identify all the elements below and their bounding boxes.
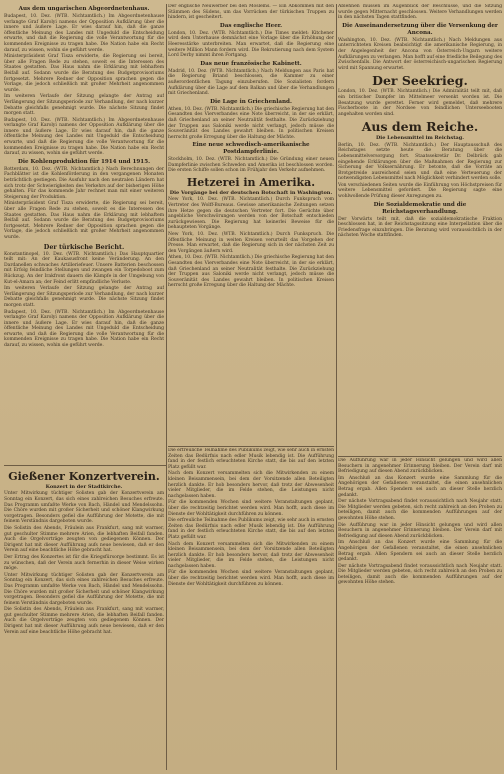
article-paragraph: Die Solistin des Abends, Fräulein aus Frankfurt, sang mit warmer, gut geschulter Stimme mehrere Arien, die lebhaften Beifall fanden. Auch die Orgelvorträge zeugten von gediegenem Können. Der Dirigent hat mit dieser Aufführung aufs neue bewiesen, daß er den Verein auf eine beachtliche Höhe gebracht hat. xyxy=(4,607,164,635)
article-heading: Die Kohlenproduktion für 1914 und 1915. xyxy=(17,158,151,165)
article-paragraph: Der nächste Vortragsabend findet voraussichtlich nach Neujahr statt. Die Mitglieder werden gebeten, sich recht zahlreich an den Proben zu beteiligen, damit auch die kommenden Aufführungen auf der gewohnten Höhe stehen. xyxy=(338,499,502,521)
article-paragraph: Die Aufführung war in jeder Hinsicht gelungen und wird allen Besuchern in angenehmer Erinnerung bleiben. Der Verein darf mit Befriedigung auf diesen Abend zurückblicken. xyxy=(338,458,502,475)
article-paragraph: Ministerpräsident Graf Tisza erwiderte, die Regierung sei bereit, über alle Fragen Rede zu stehen, soweit es die Interessen des Staates gestatten. Das Haus nahm die Erklärung mit lebhaftem Beifall auf. Sodann wurde die Beratung des Budgetprovisoriums fortgesetzt. Mehrere Redner der Opposition sprachen gegen die Vorlage, die jedoch schließlich mit großer Mehrheit angenommen wurde. xyxy=(4,201,164,240)
article-paragraph: Im Anschluß an das Konzert wurde eine Sammlung für die Angehörigen der Gefallenen veranstaltet, die einen ansehnlichen Betrag ergab. Allen Spendern sei auch an dieser Stelle herzlich gedankt. xyxy=(338,540,502,563)
article-paragraph: London, 10. Dez. (WTB. Nichtamtlich.) Die Times meldet: Kitchener wird dem Unterhause demnächst eine Vorlage über die Erhöhung der Heeresstärke unterbreiten. Man erwartet, daß die Regierung eine weitere Million Mann fordern wird. Die Rekrutierung nach dem System Lord Derby nimmt ihren Fortgang. xyxy=(168,30,334,59)
article-paragraph: Die Aufführung war in jeder Hinsicht gelungen und wird allen Besuchern in angenehmer Erinnerung bleiben. Der Verein darf mit Befriedigung auf diesen Abend zurückblicken. xyxy=(338,522,502,539)
article-heading-large: Aus dem Reiche. xyxy=(361,119,479,135)
article-paragraph: Der englische Neuwerber bei den Moslems. — Ein Abkommen mit den Stämmen des Südens, um das Vorrücken der türkischen Truppen zu hindern, ist gescheitert. xyxy=(168,4,334,21)
article-heading: Die Lage in Griechenland. xyxy=(210,98,292,105)
article-heading-large: Hetzerei in Amerika. xyxy=(186,176,316,190)
article-heading-large: Der Seekrieg. xyxy=(372,73,468,89)
article-subheading: Die Vorgänge bei der deutschen Botschaft in Washington. xyxy=(169,190,333,197)
article-paragraph: New York, 10. Dez. (WTB. Nichtamtlich.) Durch Funkspruch. Die öffentliche Meinung in weiten Kreisen verurteilt das Vorgehen der Presse. Man erwartet, daß die Regierung sich in der nächsten Zeit zu den Vorgängen äußern wird. xyxy=(168,232,334,254)
article-paragraph: Budapest, 10. Dez. (WTB. Nichtamtlich.) Im Abgeordnetenhause verlangte Graf Karolyi namens der Opposition Aufklärung über die innere und äußere Lage. Er wies darauf hin, daß die ganze öffentliche Meinung des Landes mit Ungeduld die Entscheidung erwarte, und daß die Regierung die volle Verantwortung für die kommenden Ereignisse zu tragen habe. Die Nation habe ein Recht darauf, zu wissen, wohin sie geführt werde. xyxy=(4,117,164,157)
article-paragraph: Die Solistin des Abends, Fräulein aus Frankfurt, sang mit warmer, gut geschulter Stimme mehrere Arien, die lebhaften Beifall fanden. Auch die Orgelvorträge zeugten von gediegenem Können. Der Dirigent hat mit dieser Aufführung aufs neue bewiesen, daß er den Verein auf eine beachtliche Höhe gebracht hat. xyxy=(4,525,164,554)
article-paragraph: London, 10. Dez. (WTB. Nichtamtlich.) Die Admiralität teilt mit, daß ein britischer Dampfer im Mittelmeer versenkt worden ist. Die Besatzung wurde gerettet. Ferner wird gemeldet, daß mehrere Fischerboote in der Nordsee von feindlichen Unterseebooten angehalten worden sind. xyxy=(338,89,502,117)
feuilleton-heading: Gießener Konzertverein. xyxy=(8,470,160,483)
column-rule-1 xyxy=(166,4,167,770)
article-heading: Der türkische Bericht. xyxy=(43,242,125,251)
article-paragraph: Nach dem Konzert versammelten sich die Mitwirkenden zu einem kleinen Beisammensein, bei dem der Vorsitzende allen Beteiligten herzlich dankte. Er hob besonders hervor, daß trotz der Abwesenheit vieler Mitglieder, die im Felde stehen, die Leistungen nicht nachgelassen haben. xyxy=(168,471,334,499)
article-paragraph: Berlin, 10. Dez. (WTB. Nichtamtlich.) Der Hauptausschuß des Reichstages setzte heute die Beratung über die Lebensmittelversorgung fort. Staatssekretär Dr. Delbrück gab eingehende Erklärungen über die Maßnahmen der Regierung zur Sicherung der Volksernährung. Er betonte, daß die Vorräte an Brotgetreide ausreichend seien und daß eine Verteuerung der notwendigsten Lebensmittel nach Möglichkeit verhindert werden solle. xyxy=(338,142,502,182)
article-paragraph: Der nächste Vortragsabend findet voraussichtlich nach Neujahr statt. Die Mitglieder werden gebeten, sich recht zahlreich an den Proben zu beteiligen, damit auch die kommenden Aufführungen auf der gewohnten Höhe stehen. xyxy=(338,563,502,586)
article-subheading: Die Lebensmittel im Reichstag. xyxy=(375,135,465,142)
feuilleton-subheading: Konzert in der Stadtkirche. xyxy=(45,484,123,490)
article-paragraph: Die erfreuliche Teilnahme des Publikums zeigt, wie sehr auch in ernsten Zeiten das Bedürfnis nach edler Musik lebendig ist. Die Aufführung fand in der festlich erleuchteten Kirche statt, die bis auf den letzten Platz gefüllt war. xyxy=(168,518,334,540)
article-paragraph: Von verschiedenen Seiten wurde die Einführung von Höchstpreisen für weitere Lebensmittel gefordert. Die Regierung sagte eine wohlwollende Prüfung dieser Anregungen zu. xyxy=(338,182,502,200)
article-paragraph: Der Vorwärts teilt mit, daß die sozialdemokratische Fraktion beschlossen hat, in der Reichstagssitzung eine Interpellation über die Friedensfrage einzubringen. Die Beratung wird voraussichtlich in der nächsten Woche stattfinden. xyxy=(338,216,502,239)
lower-column-1 xyxy=(4,468,164,770)
section-rule-lower xyxy=(4,465,166,466)
article-paragraph: Rotterdam, 10. Dez. (WTB. Nichtamtlich.) Nach Berechnungen der Fachblätter ist die Kohlenförderung in den vergangenen Monaten beträchtlich gestiegen. Die Ausfuhr nach den neutralen Ländern hat sich trotz der Schwierigkeiten des Verkehrs auf der bisherigen Höhe gehalten. Für das kommende Jahr rechnet man mit einer weiteren Steigerung der Produktion. xyxy=(4,166,164,200)
article-heading: Die Sozialdemokratie und die Reichstagsverhandlung. xyxy=(373,201,467,215)
article-paragraph: Die erfreuliche Teilnahme des Publikums zeigt, wie sehr auch in ernsten Zeiten das Bedürfnis nach edler Musik lebendig ist. Die Aufführung fand in der festlich erleuchteten Kirche statt, die bis auf den letzten Platz gefüllt war. xyxy=(168,448,334,470)
column-1 xyxy=(4,4,164,462)
article-paragraph: Für die kommenden Wochen sind weitere Veranstaltungen geplant, über die rechtzeitig berichtet werden wird. Man hofft, auch diese im Dienste der Wohltätigkeit durchführen zu können. xyxy=(168,500,334,517)
article-paragraph: Madrid, 10. Dez. (WTB. Nichtamtlich.) Nach Meldungen aus Paris hat die Regierung Briand beschlossen, die Kammer zu einer außerordentlichen Tagung einzuberufen. Die Sozialisten fordern Aufklärung über die Lage auf dem Balkan und über die Verhandlungen mit Griechenland. xyxy=(168,68,334,97)
article-paragraph: Stockholm, 10. Dez. (WTB. Nichtamtlich.) Die Gründung einer neuen Dampferlinie zwischen Schweden und Amerika ist beschlossen worden. Die ersten Schiffe sollen schon im Frühjahr den Verkehr aufnehmen. xyxy=(168,157,334,174)
article-paragraph: Budapest, 10. Dez. (WTB. Nichtamtlich.) Im Abgeordnetenhause verlangte Graf Karolyi namens der Opposition Aufklärung über die innere und äußere Lage. Er wies darauf hin, daß die ganze öffentliche Meinung des Landes mit Ungeduld die Entscheidung erwarte, und daß die Regierung die volle Verantwortung für die kommenden Ereignisse zu tragen habe. Die Nation habe ein Recht darauf, zu wissen, wohin sie geführt werde. xyxy=(4,14,164,53)
lower-column-3 xyxy=(338,458,502,770)
article-paragraph: Athen, 10. Dez. (WTB. Nichtamtlich.) Die griechische Regierung hat den Gesandten des Vierverbandes eine Note überreicht, in der sie erklärt, daß Griechenland an seiner Neutralität festhalte. Die Zurückziehung der Truppen aus Saloniki werde nicht verlangt, jedoch müsse die Souveränität des Landes gewahrt bleiben. In politischen Kreisen herrscht große Erregung über die Haltung der Mächte. xyxy=(168,255,334,289)
article-paragraph: Unter Mitwirkung tüchtiger Solisten gab der Konzertverein am Sonntag ein Konzert, das sich eines zahlreichen Besuches erfreute. Das Programm umfaßte Werke von Bach, Händel und Mendelssohn. Die Chöre wurden mit großer Sicherheit und schöner Klangwirkung vorgetragen. Besonders gefiel die Aufführung der Motette, die mit feinem Verständnis dargeboten wurde. xyxy=(4,572,164,606)
column-2 xyxy=(168,4,334,444)
article-paragraph: Der Ertrag des Konzertes ist für die Kriegsfürsorge bestimmt. Es ist zu wünschen, daß der Verein auch fernerhin in dieser Weise wirken möge. xyxy=(4,554,164,572)
article-heading: Die Auseinandersetzung über die Versenkung der Ancona. xyxy=(342,22,498,36)
section-rule-right xyxy=(338,456,502,457)
article-heading: Eine neue schwedisch-amerikanische Postdampferlinie. xyxy=(192,142,310,156)
article-paragraph: Budapest, 10. Dez. (WTB. Nichtamtlich.) Im Abgeordnetenhause verlangte Graf Karolyi namens der Opposition Aufklärung über die innere und äußere Lage. Er wies darauf hin, daß die ganze öffentliche Meinung des Landes mit Ungeduld die Entscheidung erwarte, und daß die Regierung die volle Verantwortung für die kommenden Ereignisse zu tragen habe. Die Nation habe ein Recht darauf, zu wissen, wohin sie geführt werde. xyxy=(4,309,164,349)
article-paragraph: Konstantinopel, 10. Dez. (WTB. Nichtamtlich.) Das Hauptquartier teilt mit: An der Kaukasusfront keine Veränderung. An den Dardanellen schwaches Artilleriefeuer. Unsere Batterien beschossen mit Erfolg feindliche Stellungen und zwangen ein Torpedoboot zum Rückzug. An der Irakfront dauern die Kämpfe in der Umgebung von Kut-el-Amara an; der Feind erlitt empfindliche Verluste. xyxy=(4,251,164,285)
article-paragraph: Ministerpräsident Graf Tisza erwiderte, die Regierung sei bereit, über alle Fragen Rede zu stehen, soweit es die Interessen des Staates gestatten. Das Haus nahm die Erklärung mit lebhaftem Beifall auf. Sodann wurde die Beratung des Budgetprovisoriums fortgesetzt. Mehrere Redner der Opposition sprachen gegen die Vorlage, die jedoch schließlich mit großer Mehrheit angenommen wurde. xyxy=(4,54,164,93)
article-heading: Das neue französische Kabinett. xyxy=(200,60,302,67)
column-3 xyxy=(338,4,502,454)
article-paragraph: Ablehnen müssen im Augenblick der Beschlüsse, und die Sitzung wurde gegen Mitternacht geschlossen. Weitere Verhandlungen werden in den nächsten Tagen stattfinden. xyxy=(338,4,502,21)
article-paragraph: Für die kommenden Wochen sind weitere Veranstaltungen geplant, über die rechtzeitig berichtet werden wird. Man hofft, auch diese im Dienste der Wohltätigkeit durchführen zu können. xyxy=(168,570,334,587)
article-paragraph: Im weiteren Verlaufe der Sitzung gelangte der Antrag auf Verlängerung der Sitzungsperiode zur Verhandlung, der nach kurzer Debatte gleichfalls genehmigt wurde. Die nächste Sitzung findet morgen statt. xyxy=(4,94,164,117)
article-paragraph: Im Anschluß an das Konzert wurde eine Sammlung für die Angehörigen der Gefallenen veranstaltet, die einen ansehnlichen Betrag ergab. Allen Spendern sei auch an dieser Stelle herzlich gedankt. xyxy=(338,475,502,498)
article-heading: Aus dem ungarischen Abgeordnetenhaus. xyxy=(18,6,150,12)
article-paragraph: New York, 10. Dez. (WTB. Nichtamtlich.) Durch Funkspruch vom Vertreter des Wolff-Bureaus. Gewisse amerikanische Zeitungen setzen ihre Hetze gegen die deutschen Vertreter fort. Die Gerüchte über angebliche Verschwörungen werden von der Botschaft entschieden zurückgewiesen. Die Regierung hat keinerlei Beweise für die behaupteten Vorgänge. xyxy=(168,197,334,231)
article-paragraph: Athen, 10. Dez. (WTB. Nichtamtlich.) Die griechische Regierung hat den Gesandten des Vierverbandes eine Note überreicht, in der sie erklärt, daß Griechenland an seiner Neutralität festhalte. Die Zurückziehung der Truppen aus Saloniki werde nicht verlangt, jedoch müsse die Souveränität des Landes gewahrt bleiben. In politischen Kreisen herrscht große Erregung über die Haltung der Mächte. xyxy=(168,106,334,140)
lower-column-2 xyxy=(168,448,334,770)
article-paragraph: Unter Mitwirkung tüchtiger Solisten gab der Konzertverein am Sonntag ein Konzert, das sich eines zahlreichen Besuches erfreute. Das Programm umfaßte Werke von Bach, Händel und Mendelssohn. Die Chöre wurden mit großer Sicherheit und schöner Klangwirkung vorgetragen. Besonders gefiel die Aufführung der Motette, die mit feinem Verständnis dargeboten wurde. xyxy=(4,491,164,525)
column-rule-2 xyxy=(336,4,337,770)
section-rule-mid xyxy=(168,446,334,447)
article-paragraph: Nach dem Konzert versammelten sich die Mitwirkenden zu einem kleinen Beisammensein, bei dem der Vorsitzende allen Beteiligten herzlich dankte. Er hob besonders hervor, daß trotz der Abwesenheit vieler Mitglieder, die im Felde stehen, die Leistungen nicht nachgelassen haben. xyxy=(168,541,334,569)
article-heading: Das englische Heer. xyxy=(219,22,283,29)
article-paragraph: Im weiteren Verlaufe der Sitzung gelangte der Antrag auf Verlängerung der Sitzungsperiode zur Verhandlung, der nach kurzer Debatte gleichfalls genehmigt wurde. Die nächste Sitzung findet morgen statt. xyxy=(4,286,164,308)
article-paragraph: Washington, 10. Dez. (WTB. Nichtamtlich.) Nach Meldungen aus unterrichteten Kreisen beabsichtigt die amerikanische Regierung, in der Angelegenheit der Ancona von Österreich-Ungarn weitere Aufklärungen zu verlangen. Man hofft auf eine friedliche Beilegung des Zwischenfalls. Die Antwort der österreichisch-ungarischen Regierung wird mit Spannung erwartet. xyxy=(338,37,502,71)
